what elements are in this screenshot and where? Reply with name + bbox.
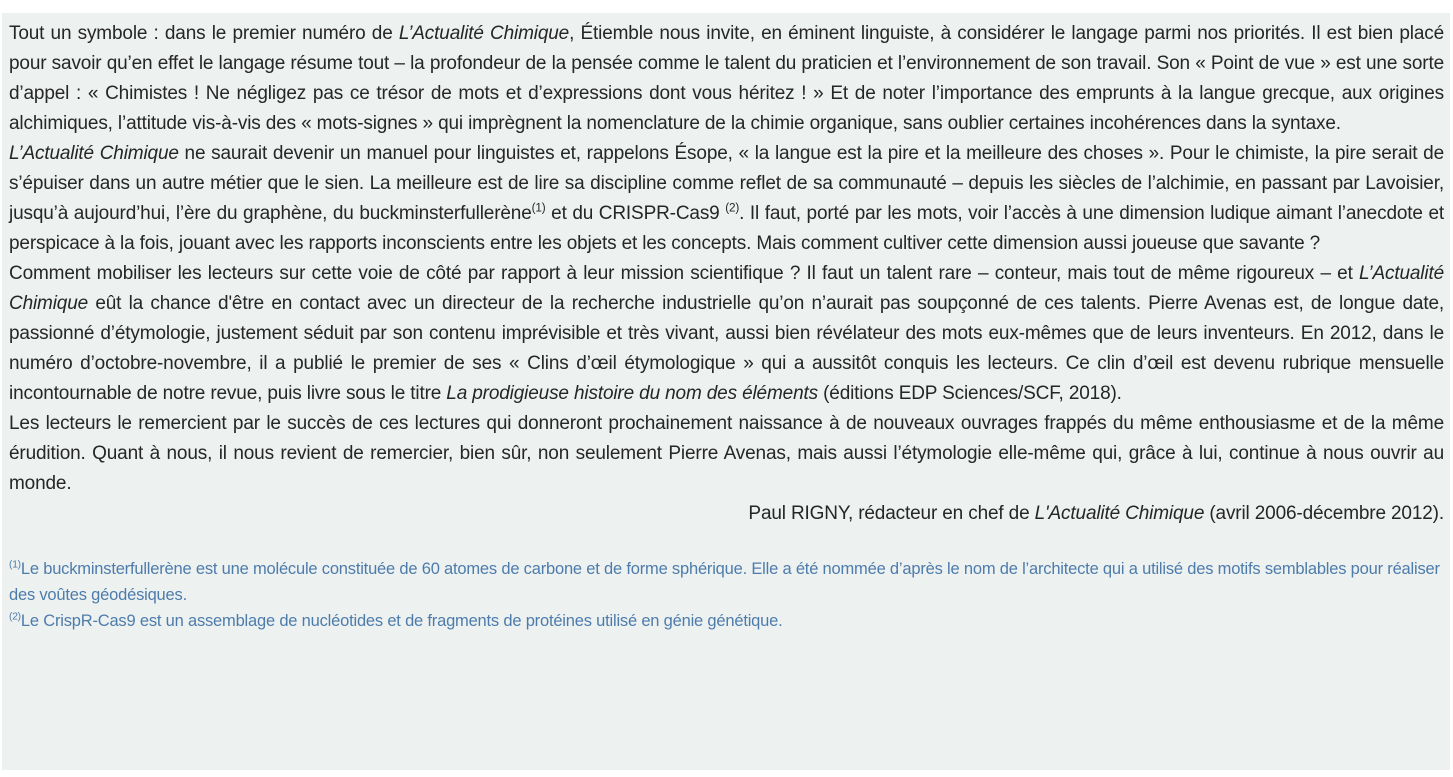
document-page — [2, 13, 1450, 770]
editorial-paragraph-1: Tout un symbole : dans le premier numéro de L’Actualité Chimique, Étiemble nous invite, en éminent linguiste, à considérer le langage parmi nos priorités. Il est bien placé pour savoir qu’en effet le langage résume tout – la profondeur de la pensée comme le talent du praticien et l’environnement de son travail. Son « Point de vue » est une sorte d’appel : « Chimistes ! Ne négligez pas ce trésor de mots et d’expressions dont vous héritez ! » Et de noter l’importance des emprunts à la langue grecque, aux origines alchimiques, l’attitude vis-à-vis des « mots-signes » qui imprègnent la nomenclature de la chimie organique, sans oublier certaines incohérences dans la syntaxe. — [9, 23, 1444, 134]
editorial-body — [2, 13, 1450, 634]
editorial-paragraph-2: L’Actualité Chimique ne saurait devenir un manuel pour linguistes et, rappelons Ésope, « la langue est la pire et la meilleure des choses ». Pour le chimiste, la pire serait de s’épuiser dans un autre métier que le sien. La meilleure est de lire sa discipline comme reflet de sa communauté – depuis les siècles de l’alchimie, en passant par Lavoisier, jusqu’à aujourd’hui, l’ère du graphène, du buckminsterfullerène$^{(1)}$ et du CRISPR-Cas9 $^{(2)}$. Il faut, porté par les mots, voir l’accès à une dimension ludique aimant l’anecdote et perspicace à la fois, jouant avec les rapports inconscients entre les objets et les concepts. Mais comment cultiver cette dimension aussi joueuse que savante ? — [9, 143, 1444, 254]
editorial-paragraph-4: Les lecteurs le remercient par le succès de ces lectures qui donneront prochainement naissance à de nouveaux ouvrages frappés du même enthousiasme et de la même érudition. Quant à nous, il nous revient de remercier, bien sûr, non seulement Pierre Avenas, mais aussi l’étymologie elle-même qui, grâce à lui, continue à nous ouvrir au monde. — [9, 413, 1444, 494]
footnote-1: $^{(1)}$Le buckminsterfullerène est une molécule constituée de 60 atomes de carbone et de forme sphérique. Elle a été nommée d’après le nom de l’architecte qui a utilisé des motifs semblables pour réaliser des voûtes géodésiques. — [9, 559, 1440, 604]
footnote-2: $^{(2)}$Le CrispR-Cas9 est un assemblage de nucléotides et de fragments de protéines utilisé en génie génétique. — [9, 611, 783, 630]
editorial-paragraph-3: Comment mobiliser les lecteurs sur cette voie de côté par rapport à leur mission scientifique ? Il faut un talent rare – conteur, mais tout de même rigoureux – et L’Actualité Chimique eût la chance d'être en contact avec un directeur de la recherche industrielle qu’on n’aurait pas soupçonné de ces talents. Pierre Avenas est, de longue date, passionné d’étymologie, justement séduit par son contenu imprévisible et très vivant, aussi bien révélateur des mots eux-mêmes que de leurs inventeurs. En 2012, dans le numéro d’octobre-novembre, il a publié le premier de ses « Clins d’œil étymologique » qui a aussitôt conquis les lecteurs. Ce clin d’œil est devenu rubrique mensuelle incontournable de notre revue, puis livre sous le titre La prodigieuse histoire du nom des éléments (éditions EDP Sciences/SCF, 2018). — [9, 263, 1444, 404]
footnotes-section — [9, 556, 1444, 634]
author-signature: Paul RIGNY, rédacteur en chef de L'Actualité Chimique (avril 2006-décembre 2012). — [748, 503, 1444, 524]
